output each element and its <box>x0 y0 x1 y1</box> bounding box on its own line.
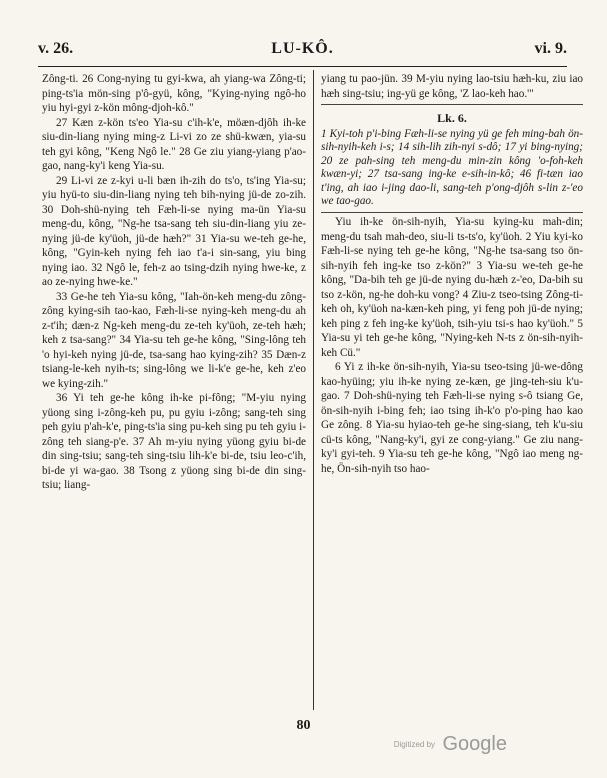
header-book-title: LU-KÔ. <box>271 40 334 57</box>
header-rule <box>38 66 567 67</box>
right-column <box>321 72 583 476</box>
chapter-heading: Lk. 6. <box>437 111 467 125</box>
header-verse-start: v. 26. <box>38 40 74 57</box>
chapter-separator <box>321 104 583 105</box>
right-paragraph: Yiu ih-ke ön-sih-nyih, Yia-su kying-ku mah-din; meng-du tsah mah-deo, siu-li ts-ts'o, ky'üoh. 2 Yiu kyi-ko Fæh-li-se nying teh ge-he kông, "Ng-he tsa-sang tso ön-sih-nyih feh ing-ke tso z-kön?" 3 Yia-su we-teh ge-he kông, "Da-bih teh ge jü-de nying du-hæh z-'eo, Da-bih su tso z-kön, ng-he doh-ku vong? 4 Ziu-z tseo-tsing Zông-ti-keh oh, ky'üoh na-kæn-keh ping, yi feng poh jü-de nying; keh ping z feh ing-ke ky'üoh, tsih-yiu tsi-s hao ky'üoh." 5 Yia-su yi teh ge-he kông, "Nying-keh N-ts z ön-sih-nyih-keh Cü." <box>321 216 583 359</box>
page-number: 80 <box>296 718 311 733</box>
left-paragraph: 33 Ge-he teh Yia-su kông, "Iah-ön-keh meng-du zông-zông kying-sih tao-kao, Fæh-li-se nying-keh meng-du ah z-t'ih; dæn-z Ng-keh meng-du ze-teh ky'üoh, ze-teh hæh; keh z tsa-sang?" 34 Yia-su teh ge-he kông, "Sing-lông teh 'o hyi-keh nying jü-de, tsa-sang hao kying-zih? 35 Dæn-z tsiang-le-keh nyih-ts; sing-lông we li-k'e ge-he, keh z'eo we kying-zih." <box>42 290 306 390</box>
header-verse-end: vi. 9. <box>534 40 567 57</box>
summary-separator <box>321 212 583 213</box>
column-divider <box>313 70 314 710</box>
running-header <box>38 40 567 64</box>
left-paragraph: 36 Yi teh ge-he kông ih-ke pi-fông; "M-yiu nying yüong sing i-zông-keh pu, pu gyiu i-zông; sang-teh sing peh gyiu p'ah-k'e, ping-ts'ia sing pu-keh sing pu teh gyiu i-zông teh siang-p'e. 37 Ah m-yiu nying yüong gyiu bi-de din sing-tsiu; sang-teh sing-tsiu lih-k'e bi-de, tsiu leo-c'ih, bi-de yi wa-gao. 38 Tsong z yüong sing bi-de din sing-tsiu; liang- <box>42 392 306 491</box>
left-paragraph: Zông-ti. 26 Cong-nying tu gyi-kwa, ah yiang-wa Zông-ti; ping-ts'ia mön-sing p'ô-gyü, kông, "Kying-nying ngô-ho yiu hyi-gyi z-kön mông-djoh-kô." <box>42 73 306 114</box>
digitized-watermark <box>394 733 507 756</box>
left-paragraph: 27 Kæn z-kön ts'eo Yia-su c'ih-k'e, möæn-djôh ih-ke siu-din-liang nying ming-z Li-vi zo ze shü-kwæn, yia-su teh gyi kông, "Keng Ngô le." 28 Ge ziu yiang-yiang p'ao-gao, nang-ky'i keng Yia-su. <box>42 116 306 172</box>
left-column <box>42 72 306 493</box>
left-paragraph: 29 Li-vi ze z-kyi u-li bæn ih-zih do ts'o, ts'ing Yia-su; yiu hyü-to siu-din-liang nying teh bih-nying jü-de zo-zih. 30 Doh-shü-nying teh Fæh-li-se nying ma-ün Yia-su meng-du, kông, "Ng-he tsa-sang teh siu-din-liang yiu ze-nying jü-de ky'üoh, jü-de hæh?" 31 Yia-su we-teh ge-he, kông, "Gyin-keh nying feh iao t'a-i sin-sang, yiu bing nying iao. 32 Ngô le, feh-z ao tsing-dzih nying hwe-ke, z ao ze-nying hwe-ke." <box>42 174 306 288</box>
watermark-brand: Google <box>442 733 507 755</box>
watermark-prefix: Digitized by <box>393 740 436 749</box>
chapter-summary: 1 Kyi-toh p'i-bing Fæh-li-se nying yü ge feh ming-bah ön-sih-nyih-keh i-s; 14 sih-lih zih-nyi s-dô; 17 yi bing-nying; 20 ze pah-sing teh meng-du min-zin kông 'o-foh-keh kwæn-yi; 27 tsa-sang ing-ke e-sih-in-kô; 46 fi-tæn iao t'ing, ah iao i-jing dao-li, sang-teh p'ong-djôh s-lin z-'eo we tao-gao. <box>321 127 583 208</box>
right-paragraph: 6 Yi z ih-ke ön-sih-nyih, Yia-su tseo-tsing jü-we-dông kao-hyüing; yiu ih-ke nying ze-kæn, ge jing-teh-siu k'u-gao. 7 Doh-shü-nying teh Fæh-li-se nying s-ô tsiang Ge, ön-sih-nyih i-bing feh; iao tsing ih-k'o p'o-ping hao kao Ge zông. 8 Yia-su hyiao-teh ge-he sing-siang, teh k'u-siu cü-ts kông, "Nang-ky'i, gyi ze cong-yiang." Ge ziu nang-ky'i gyi-teh. 9 Yia-su teh ge-he kông, "Ngô iao meng ng-he, Ön-sih-nyih tso hao- <box>321 361 583 475</box>
right-paragraph-continued: yiang tu pao-jün. 39 M-yiu nying lao-tsiu hæh-ku, ziu iao hæh sing-tsiu; ing-yü ge kông, 'Z lao-keh hao.'" <box>321 73 583 100</box>
